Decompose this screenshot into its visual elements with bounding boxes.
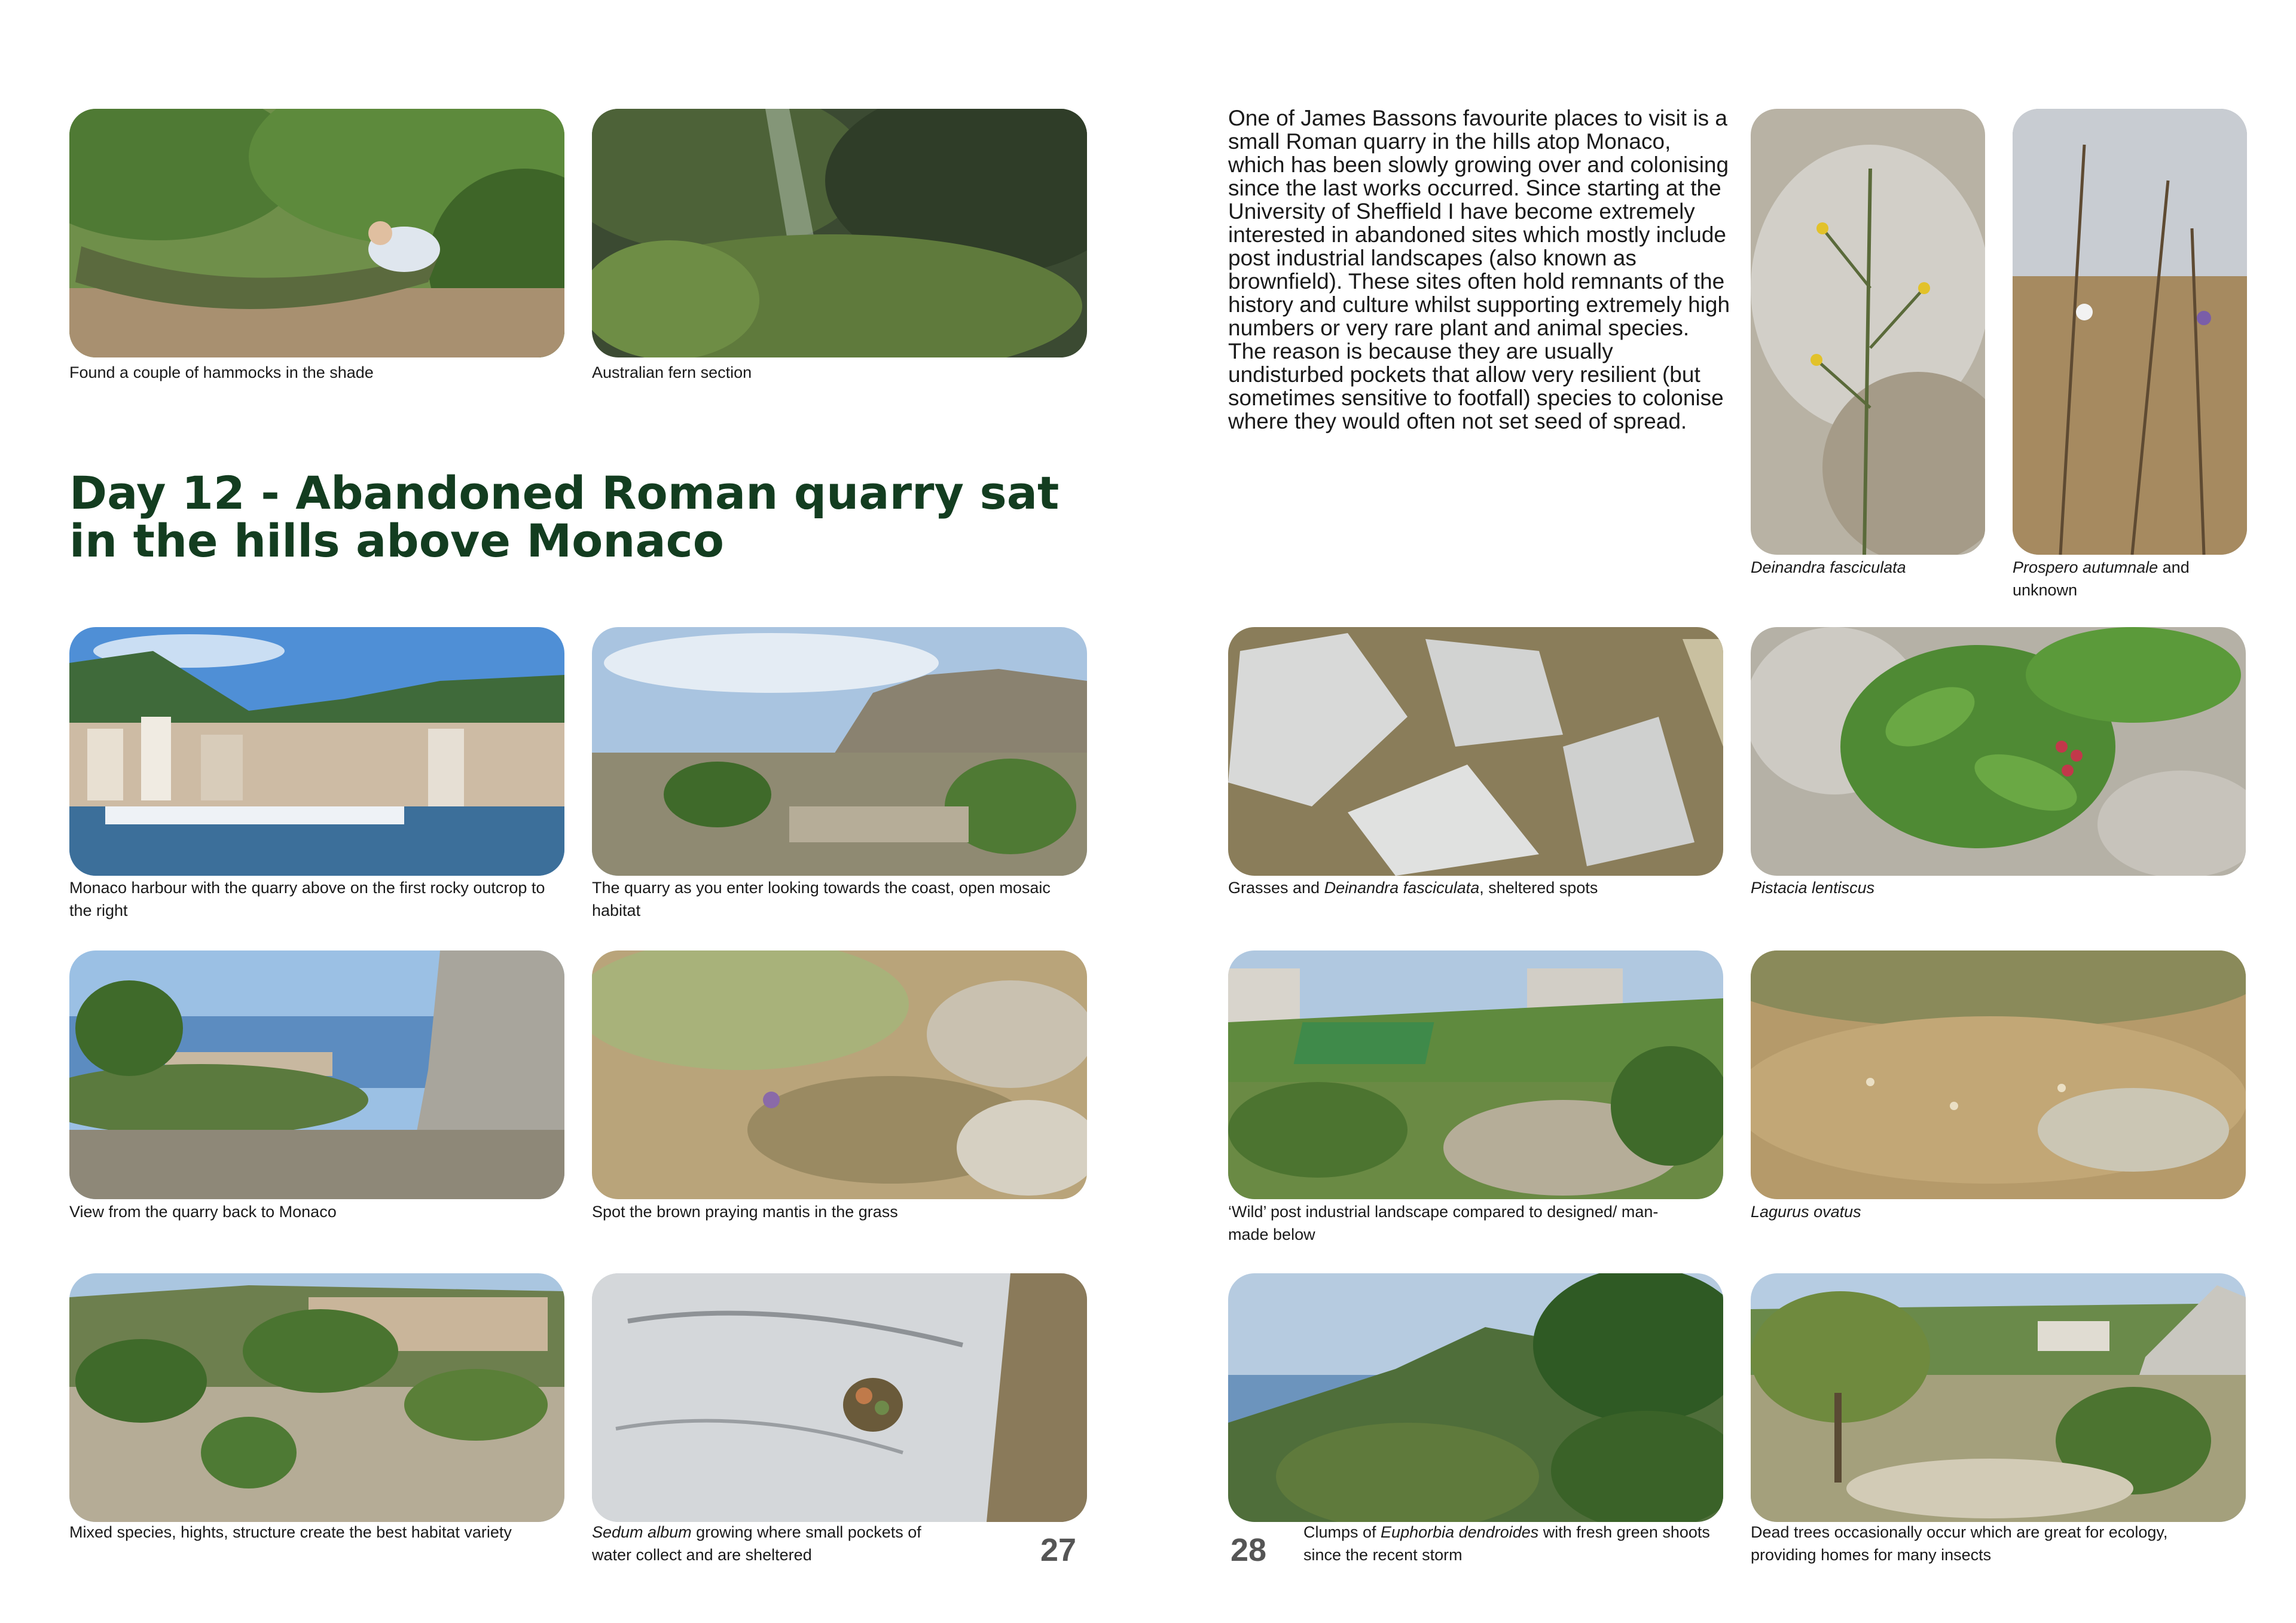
page-number-right: 28 (1231, 1532, 1267, 1568)
photo-dead-trees (1751, 1273, 2246, 1522)
photo-sedum-album (592, 1273, 1087, 1522)
species-name: Sedum album (592, 1523, 692, 1541)
caption-text: Grasses and (1228, 879, 1324, 897)
caption-euphorbia (1303, 1521, 1722, 1566)
caption-view-to-monaco: View from the quarry back to Monaco (69, 1203, 337, 1221)
species-name: Euphorbia dendroides (1381, 1523, 1539, 1541)
photo-monaco-harbour (69, 627, 564, 876)
species-name: Lagurus ovatus (1751, 1203, 1861, 1221)
caption-lagurus (1751, 1200, 2246, 1223)
caption-grasses (1228, 876, 1723, 899)
photo-pistacia (1751, 627, 2246, 876)
photo-mantis-grass (592, 950, 1087, 1199)
photo-view-to-monaco (69, 950, 564, 1199)
photo-lagurus (1751, 950, 2246, 1199)
caption-dead-trees: Dead trees occasionally occur which are great for ecology, providing homes for many insects (1751, 1523, 2168, 1564)
caption-pistacia (1751, 876, 2246, 899)
caption-hammocks: Found a couple of hammocks in the shade (69, 363, 374, 381)
photo-euphorbia (1228, 1273, 1723, 1522)
caption-sedum-album (592, 1521, 963, 1566)
caption-monaco-harbour: Monaco harbour with the quarry above on the first rocky outcrop to the right (69, 879, 545, 919)
species-name: Pistacia lentiscus (1751, 879, 1875, 897)
species-name: Deinandra fasciculata (1324, 879, 1480, 897)
photo-hammocks (69, 109, 564, 357)
caption-text: , sheltered spots (1479, 879, 1598, 897)
caption-wild-landscape: ‘Wild’ post industrial landscape compared to designed/ man-made below (1228, 1203, 1659, 1243)
caption-text: growing where small pockets of water collect and are sheltered (592, 1523, 921, 1564)
caption-text: and unknown (2013, 558, 2190, 599)
caption-quarry-entrance: The quarry as you enter looking towards the coast, open mosaic habitat (592, 879, 1051, 919)
photo-wild-landscape (1228, 950, 1723, 1199)
photo-mixed-species (69, 1273, 564, 1522)
page-title: Day 12 - Abandoned Roman quarry sat in the hills above Monaco (69, 466, 1060, 567)
species-name: Deinandra fasciculata (1751, 558, 1906, 576)
caption-fern-section: Australian fern section (592, 363, 752, 381)
caption-text: Clumps of (1303, 1523, 1381, 1541)
caption-text: with fresh green shoots since the recent storm (1303, 1523, 1710, 1564)
caption-deinandra (1751, 556, 1985, 579)
photo-deinandra (1751, 109, 1985, 555)
photo-grasses-rocks (1228, 627, 1723, 876)
caption-mantis-grass: Spot the brown praying mantis in the grass (592, 1203, 898, 1221)
species-name: Prospero autumnale (2013, 558, 2158, 576)
caption-prospero (2013, 556, 2247, 601)
photo-fern-section (592, 109, 1087, 357)
photo-quarry-entrance (592, 627, 1087, 876)
photo-prospero (2013, 109, 2247, 555)
caption-mixed-species: Mixed species, hights, structure create the best habitat variety (69, 1523, 512, 1541)
intro-paragraph: One of James Bassons favourite places to visit is a small Roman quarry in the hills atop Monaco, which has been slowly growing over and colonising since the last works occurred. Since starting at the University of Sheffield I have become extremely interested in abandoned sites which mostly include post industrial landscapes (also known as brownfield). These sites often hold remnants of the history and culture whilst supporting extremely high numbers or very rare plant and animal species. The reason is because they are usually undisturbed pockets that allow very resilient (but sometimes sensitive to footfall) species to colonise where they would often not set seed of spread. (1228, 106, 1730, 433)
page-number-left: 27 (1040, 1532, 1077, 1568)
